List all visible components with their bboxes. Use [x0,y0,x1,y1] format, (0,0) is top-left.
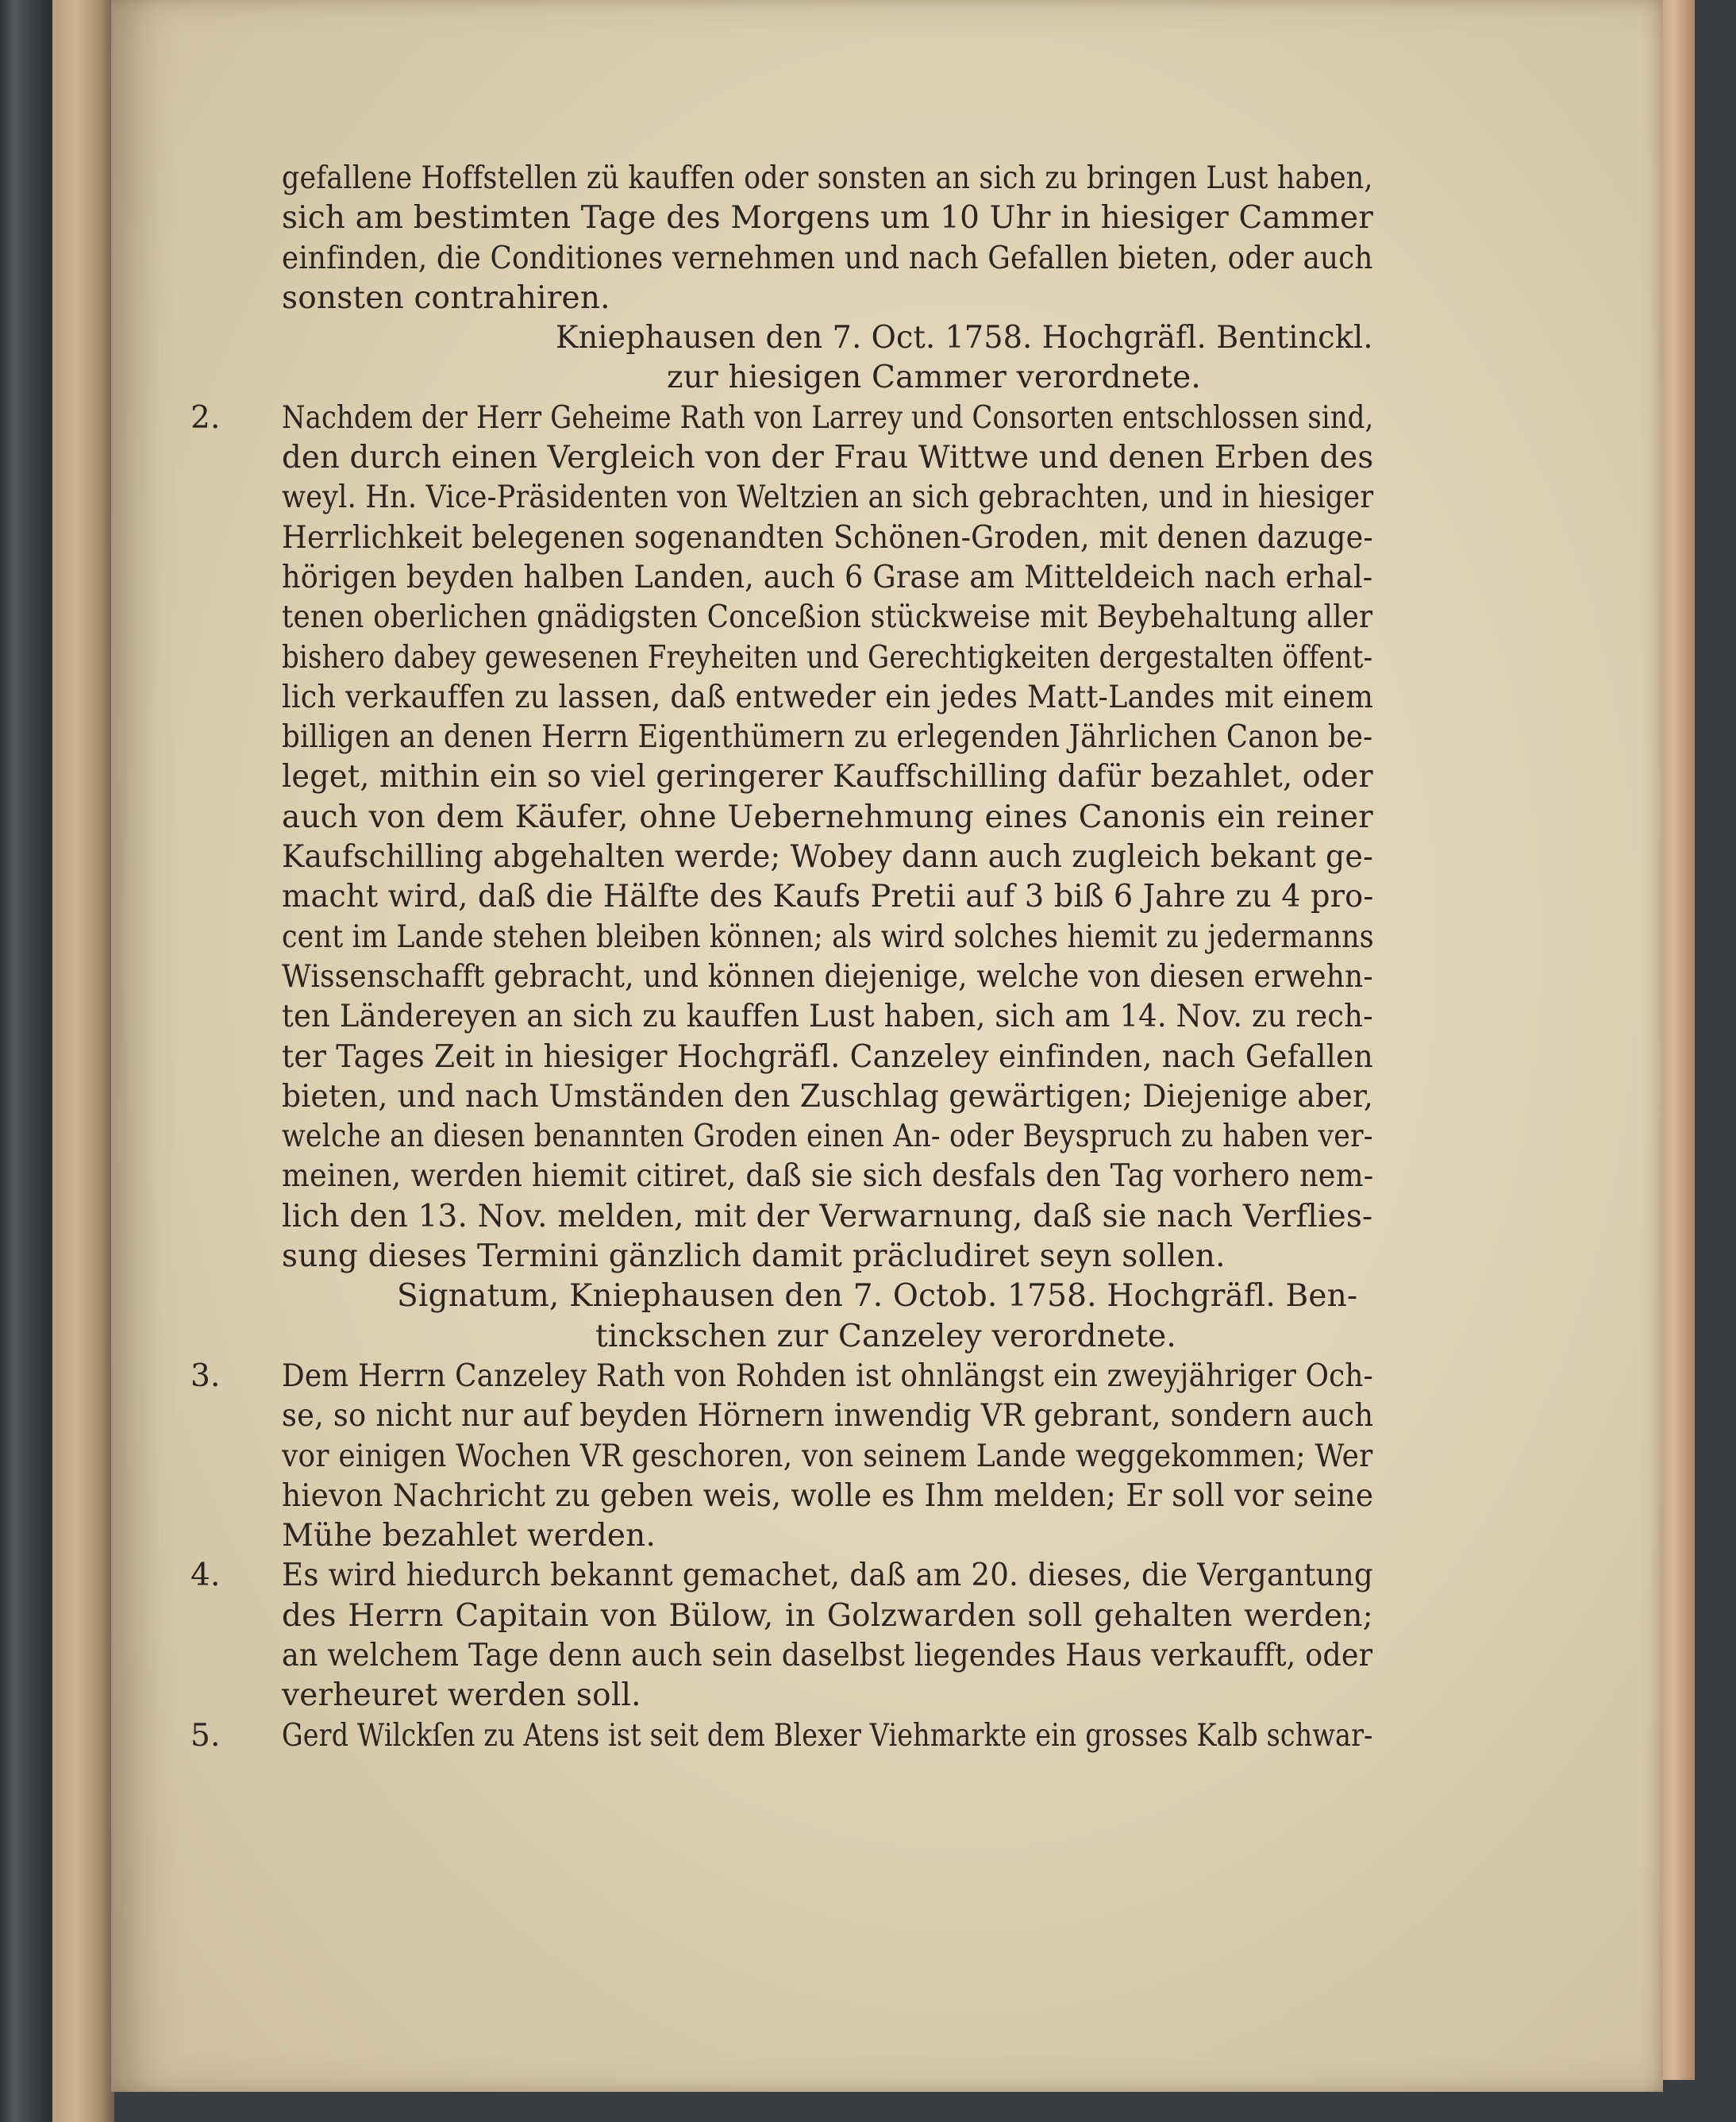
text-line [183,318,1373,358]
line-text: Signatum, Kniephausen den 7. Octob. 1758. Hochgräfl. Ben- [397,1278,1358,1315]
text-line [183,757,1373,797]
line-text: hörigen beyden halben Landen, auch 6 Grase am Mitteldeich nach erhal- [282,559,1373,595]
text-line [183,239,1373,279]
line-text: einfinden, die Conditiones vernehmen und nach Gefallen bieten, oder auch [282,240,1373,276]
line-text: Nachdem der Herr Geheime Rath von Larrey und Consorten entschlossen sind, [282,399,1374,436]
line-text: billigen an denen Herrn Eigenthümern zu erlegenden Jährlichen Canon be- [282,719,1373,756]
left-page-edge [52,0,114,2122]
text-line [183,518,1373,558]
text-line [183,1077,1373,1117]
line-text: tinckschen zur Canzeley verordnete. [595,1318,1177,1354]
line-text: gefallene Hoffstellen zü kauffen oder sonsten an sich zu bringen Lust haben, [282,160,1373,196]
text-line [183,1237,1373,1277]
line-text: Herrlichkeit belegenen sogenandten Schönen-Groden, mit denen dazuge- [282,519,1373,556]
text-line [183,918,1373,957]
line-text: hievon Nachricht zu geben weis, wolle es Ihm melden; Er soll vor seine [282,1477,1374,1514]
line-text: vor einigen Wochen VR geschoren, von seinem Lande weggekommen; Wer [282,1438,1373,1474]
text-line [183,598,1373,637]
text-line [183,877,1373,917]
text-line [183,1317,1373,1357]
line-text: zur hiesigen Cammer verordnete. [667,360,1201,396]
line-text: Kaufschilling abgehalten werde; Wobey dann auch zugleich bekant ge- [282,839,1374,876]
item-first-line [183,1716,1373,1756]
text-line [183,1477,1373,1516]
item-number: 4. [191,1558,221,1594]
line-text: den durch einen Vergleich von der Frau Wittwe und denen Erben des [282,440,1374,476]
line-text: sich am bestimten Tage des Morgens um 10 Uhr in hiesiger Cammer [282,200,1374,237]
line-text: weyl. Hn. Vice-Präsidenten von Weltzien an sich gebrachten, und in hiesiger [282,479,1374,516]
line-text: auch von dem Käufer, ohne Uebernehmung eines Canonis ein reiner [282,799,1373,835]
text-line [183,1516,1373,1556]
line-text: ten Ländereyen an sich zu kauffen Lust haben, sich am 14. Nov. zu rech- [282,999,1373,1035]
document-text [183,159,1373,1756]
line-text: tenen oberlichen gnädigsten Conceßion stückweise mit Beybehaltung aller [282,599,1373,636]
text-line [183,1277,1373,1316]
line-text: leget, mithin ein so viel geringerer Kauffschilling dafür bezahlet, oder [282,759,1373,795]
text-line [183,1157,1373,1196]
text-line [183,1396,1373,1436]
text-line [183,1596,1373,1636]
line-text: Mühe bezahlet werden. [282,1518,656,1554]
text-line [183,558,1373,598]
text-line [183,159,1373,198]
line-text: Gerd Wilckſen zu Atens ist seit dem Blexer Viehmarkte ein grosses Kalb schwar- [282,1717,1373,1754]
line-text: bieten, und nach Umständen den Zuschlag gewärtigen; Diejenige aber, [282,1078,1374,1115]
line-text: welche an diesen benannten Groden einen An- oder Beyspruch zu haben ver- [282,1119,1373,1155]
item-first-line [183,399,1373,438]
line-text: des Herrn Capitain von Bülow, in Golzwarden soll gehalten werden; [282,1597,1373,1634]
text-line [183,838,1373,877]
line-text: Dem Herrn Canzeley Rath von Rohden ist ohnlängst ein zweyjähriger Och- [282,1358,1373,1394]
line-text: meinen, werden hiemit citiret, daß sie sich desfals den Tag vorhero nem- [282,1158,1374,1195]
text-line [183,438,1373,478]
text-line [183,678,1373,718]
text-line [183,1117,1373,1157]
text-line [183,1676,1373,1716]
item-number: 3. [191,1358,221,1394]
item-first-line [183,1556,1373,1596]
line-text: Es wird hiedurch bekannt gemachet, daß am 20. dieses, die Vergantung [282,1558,1373,1594]
line-text: cent im Lande stehen bleiben können; als wird solches hiemit zu jedermanns [282,919,1374,955]
text-line [183,1197,1373,1237]
item-first-line [183,1357,1373,1396]
line-text: verheuret werden soll. [282,1677,641,1714]
line-text: Kniephausen den 7. Oct. 1758. Hochgräfl. Bentinckl. [556,320,1373,356]
text-line [183,957,1373,997]
text-line [183,798,1373,838]
text-line [183,718,1373,757]
text-line [183,358,1373,398]
line-text: sung dieses Termini gänzlich damit präcludiret seyn sollen. [282,1238,1226,1275]
text-line [183,638,1373,678]
line-text: sonsten contrahiren. [282,279,610,316]
line-text: se, so nicht nur auf beyden Hörnern inwendig VR gebrant, sondern auch [282,1398,1374,1435]
line-text: lich verkauffen zu lassen, daß entweder ein jedes Matt-Landes mit einem [282,679,1374,715]
text-line [183,279,1373,318]
item-number: 2. [191,399,221,436]
text-line [183,997,1373,1037]
text-line [183,1437,1373,1477]
line-text: ter Tages Zeit in hiesiger Hochgräfl. Canzeley einfinden, nach Gefallen [282,1038,1373,1075]
text-line [183,1636,1373,1676]
page-fore-edge [1663,0,1695,2080]
text-line [183,1038,1373,1077]
line-text: Wissenschafft gebracht, und können diejenige, welche von diesen erwehn- [282,958,1373,995]
line-text: lich den 13. Nov. melden, mit der Verwarnung, daß sie nach Verflies- [282,1198,1373,1234]
item-number: 5. [191,1717,221,1754]
text-line [183,478,1373,518]
line-text: macht wird, daß die Hälfte des Kaufs Pretii auf 3 biß 6 Jahre zu 4 pro- [282,879,1374,915]
line-text: bishero dabey gewesenen Freyheiten und Gerechtigkeiten dergestalten öffent- [282,639,1373,676]
line-text: an welchem Tage denn auch sein daselbst liegendes Haus verkaufft, oder [282,1637,1373,1673]
text-line [183,198,1373,238]
